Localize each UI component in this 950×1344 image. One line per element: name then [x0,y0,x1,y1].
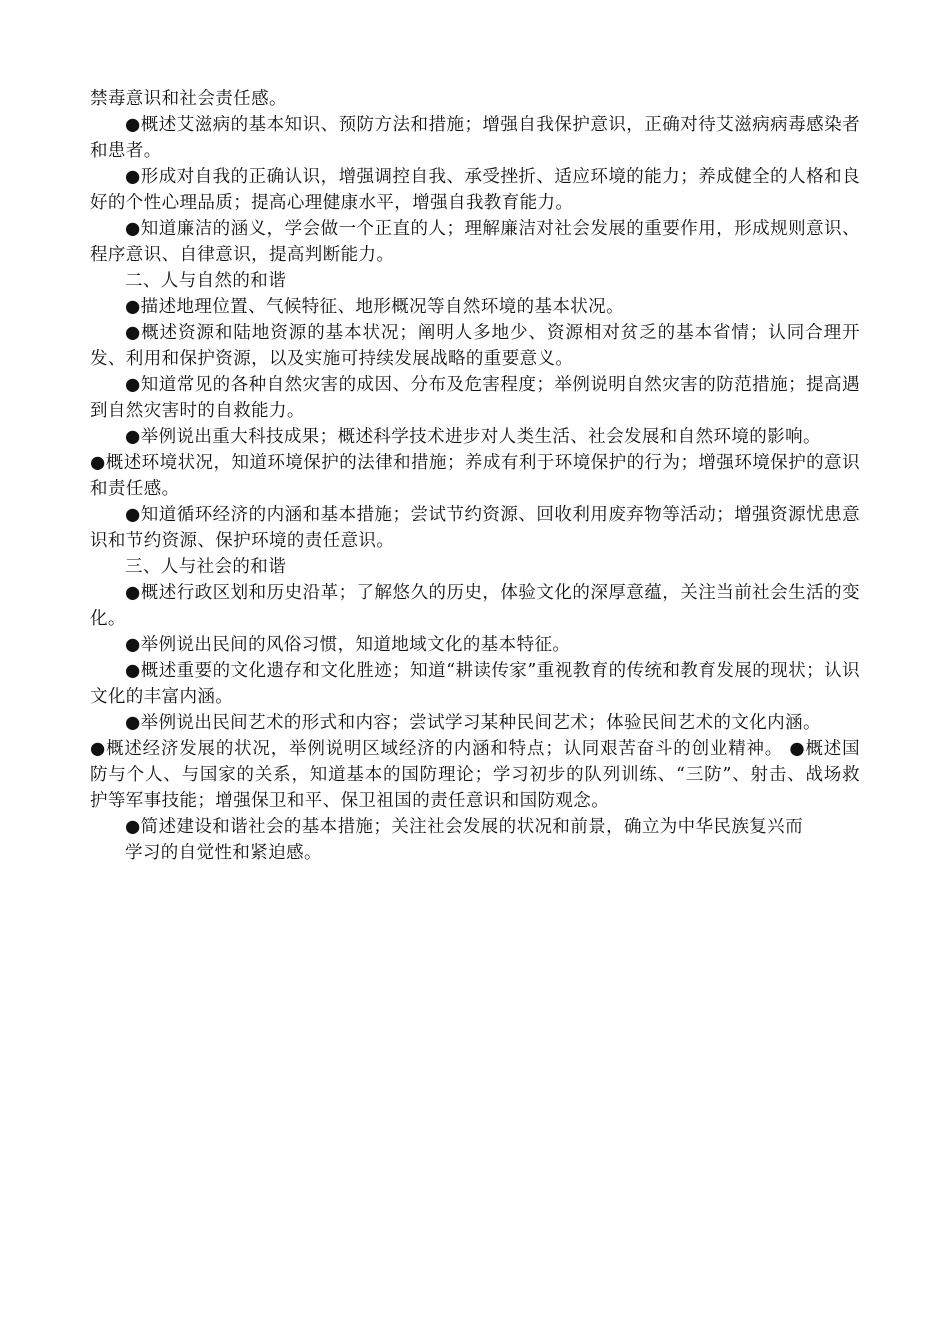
paragraph-aids-knowledge: ●概述艾滋病的基本知识、预防方法和措施；增强自我保护意识，正确对待艾滋病病毒感染者和患者。 [90,115,860,161]
paragraph-self-awareness: ●形成对自我的正确认识，增强调控自我、承受挫折、适应环境的能力；养成健全的人格和良好的个性心理品质；提高心理健康水平，增强自我教育能力。 [90,167,860,213]
paragraph-administrative-history: ●概述行政区划和历史沿革；了解悠久的历史，体验文化的深厚意蕴，关注当前社会生活的变化。 [90,583,860,629]
paragraph-natural-disasters: ●知道常见的各种自然灾害的成因、分布及危害程度；举例说明自然灾害的防范措施；提高遇到自然灾害时的自救能力。 [90,375,860,421]
paragraph-geography: ●描述地理位置、气候特征、地形概况等自然环境的基本状况。 [125,297,624,317]
paragraph-integrity: ●知道廉洁的涵义，学会做一个正直的人；理解廉洁对社会发展的重要作用，形成规则意识、程序意识、自律意识，提高判断能力。 [90,219,860,265]
paragraph-economy-defense: ●概述经济发展的状况，举例说明区域经济的内涵和特点；认同艰苦奋斗的创业精神。 ●概述国防与个人、与国家的关系，知道基本的国防理论；学习初步的队列训练、“三防”、射击、战场救护等军事技能；增强保卫和平、保卫祖国的责任意识和国防观念。 [90,739,860,811]
paragraph-harmonious-society: ●简述建设和谐社会的基本措施；关注社会发展的状况和前景，确立为中华民族复兴而 [125,817,803,837]
paragraph-science-tech: ●举例说出重大科技成果；概述科学技术进步对人类生活、社会发展和自然环境的影响。 [125,427,821,447]
paragraph-harmonious-society-end: 学习的自觉性和紧迫感。 [125,843,322,863]
paragraph-resources: ●概述资源和陆地资源的基本状况；阐明人多地少、资源相对贫乏的基本省情；认同合理开发、利用和保护资源，以及实施可持续发展战略的重要意义。 [90,323,860,369]
paragraph-folk-customs: ●举例说出民间的风俗习惯，知道地域文化的基本特征。 [125,635,571,655]
document-body [90,86,860,866]
paragraph-environment: ●概述环境状况，知道环境保护的法律和措施；养成有利于环境保护的行为；增强环境保护的意识和责任感。 [90,453,860,499]
paragraph-cultural-heritage: ●概述重要的文化遗存和文化胜迹；知道“耕读传家”重视教育的传统和教育发展的现状；认识文化的丰富内涵。 [90,661,860,707]
paragraph-drug-awareness-end: 禁毒意识和社会责任感。 [90,89,287,109]
paragraph-folk-art: ●举例说出民间艺术的形式和内容；尝试学习某种民间艺术；体验民间艺术的文化内涵。 [125,713,821,733]
section-heading-society: 三、人与社会的和谐 [125,557,287,577]
paragraph-circular-economy: ●知道循环经济的内涵和基本措施；尝试节约资源、回收利用废弃物等活动；增强资源忧患意识和节约资源、保护环境的责任意识。 [90,505,860,551]
section-heading-nature: 二、人与自然的和谐 [125,271,287,291]
